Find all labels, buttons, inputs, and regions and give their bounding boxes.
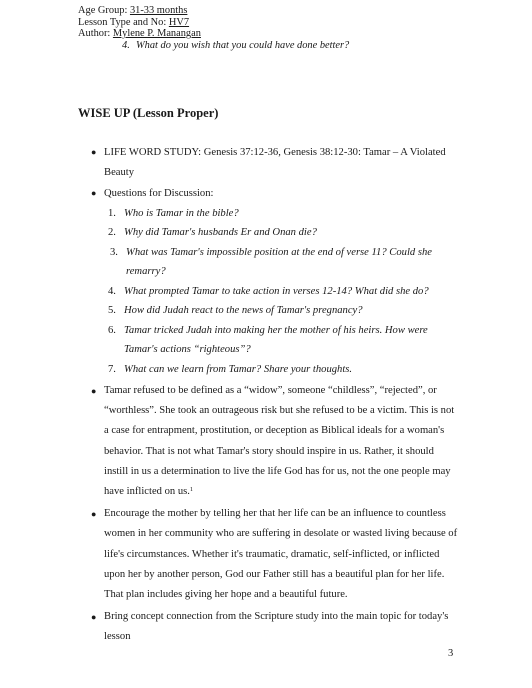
bullet-icon: ● <box>91 188 97 198</box>
bullet-questions: ● Questions for Discussion: <box>78 184 458 204</box>
lesson-type-value: HV7 <box>168 16 190 28</box>
question-item: 4. What prompted Tamar to take action in verses 12-14? What did she do? <box>108 285 429 297</box>
age-group-line: Age Group: 31-33 months <box>78 5 188 16</box>
bullet-life-word-study: ● LIFE WORD STUDY: Genesis 37:12-36, Genesis 38:12-30: Tamar – A Violated Beauty <box>78 143 458 182</box>
section-title: WISE UP (Lesson Proper) <box>78 106 219 120</box>
question-item: 5. How did Judah react to the news of Tamar's pregnancy? <box>108 305 363 316</box>
author-value: Mylene P. Manangan <box>112 28 201 40</box>
footnote-marker: 1 <box>189 486 194 494</box>
bullet-concept-connection: ● Bring concept connection from the Scripture study into the main topic for today's lesson <box>78 607 458 647</box>
lesson-bullet-list <box>78 143 458 648</box>
bullet-icon: ● <box>91 386 97 396</box>
reflection-question-4: 4. What do you wish that you could have done better? <box>122 39 350 51</box>
question-item: 1. Who is Tamar in the bible? <box>108 207 239 219</box>
question-item: 6. Tamar tricked Judah into making her the mother of his heirs. How were Tamar's actions “righteous”? <box>108 324 428 355</box>
page-number: 3 <box>448 648 454 659</box>
bullet-icon: ● <box>91 147 97 157</box>
question-item: 7. What can we learn from Tamar? Share your thoughts. <box>108 363 353 375</box>
question-item: 3. What was Tamar's impossible position at the end of verse 11? Could she remarry? <box>110 246 432 277</box>
author-line: Author: Mylene P. Manangan <box>78 28 201 40</box>
question-item: 2. Why did Tamar's husbands Er and Onan die? <box>108 227 317 238</box>
lesson-type-line: Lesson Type and No: HV7 <box>78 16 190 28</box>
bullet-icon: ● <box>91 509 97 520</box>
age-group-value: 31-33 months <box>129 5 188 16</box>
bullet-encourage-mother: ● Encourage the mother by telling her that her life can be an influence to countless women in her community who are suffering in desolate or wasted living because of life's circumstances. Whether it's traumatic, dramatic, self-inflicted, or inflicted upon her by another person, God our Father still has a beautiful plan for her life. That plan includes giving her hope and a beautiful future. <box>78 504 458 605</box>
lesson-header <box>78 5 349 51</box>
bullet-tamar-summary: ● Tamar refused to be defined as a “widow”, someone “childless”, “rejected”, or “worthless”. She took an outrageous risk but she refused to be a victim. This is not a case for entrapment, prostitution, or deception as Biblical ideals for a woman's behavior. That is not what Tamar's story should inspire in us. Rather, it should instill in us a determination to live the life God has for us, not the one people may have inflicted on us.$^1$ <box>78 381 458 502</box>
bullet-icon: ● <box>91 612 97 623</box>
